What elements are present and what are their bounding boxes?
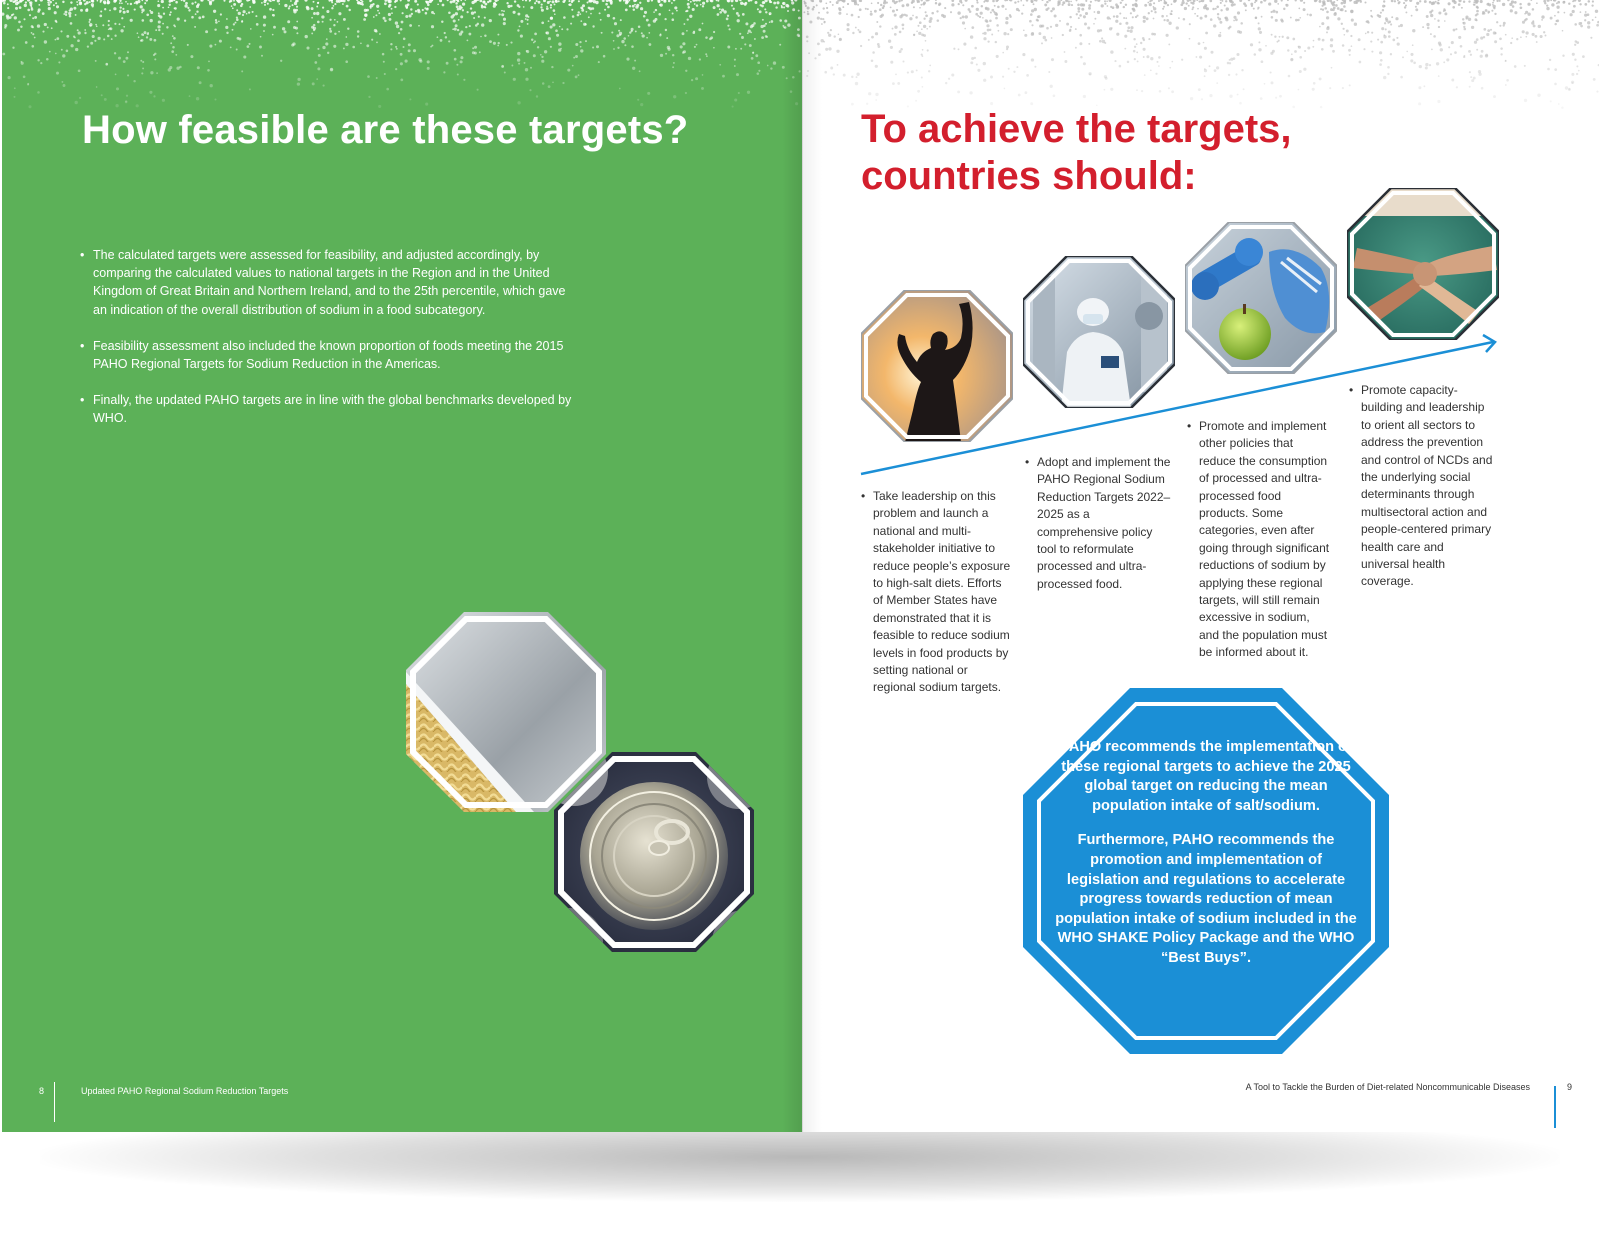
left-page	[2, 0, 802, 1132]
callout-paragraph-2: Furthermore, PAHO recommends the promotion and implementation of legislation and regulations to accelerate progress towards reduction of mean population intake of sodium included in the WHO SHAKE Policy Package and the WHO “Best Buys”.	[1055, 832, 1357, 966]
right-footer-title: A Tool to Tackle the Burden of Diet-related Noncommunicable Diseases	[1245, 1082, 1530, 1092]
canned-food-photo	[554, 752, 754, 952]
bullet-item: • The calculated targets were assessed for feasibility, and adjusted accordingly, by comparing the calculated values to national targets in the Region and in the United Kingdom of Great Britain and Northern Ireland, and to the 25th percentile, which gave an indication of the overall distribution of sodium in a food subcategory.	[80, 246, 580, 319]
team-hands-photo	[1347, 188, 1499, 340]
callout-text	[1055, 738, 1357, 984]
right-page	[802, 0, 1599, 1132]
left-folio-rule	[54, 1082, 55, 1122]
title-line-2: countries should:	[861, 154, 1197, 198]
step-text: • Take leadership on this problem and launch a national and multi-stakeholder initiative to reduce people’s exposure to high-salt diets. Efforts of Member States have demonstrated that it is feasible to reduce sodium levels in food products by setting national or regional sodium targets.	[861, 488, 1011, 697]
step-4	[1349, 382, 1495, 591]
step-text: • Promote and implement other policies that reduce the consumption of processed and ultra-processed food products. Some categories, even after going through significant reductions of sodium by applying these regional targets, will still remain excessive in sodium, and the population must be informed about it.	[1187, 418, 1333, 662]
feasibility-bullets	[80, 246, 580, 446]
title-line-1: To achieve the targets,	[861, 107, 1292, 151]
dumbbell-apple-photo	[1185, 222, 1337, 374]
leadership-silhouette-photo	[861, 290, 1013, 442]
left-page-number: 8	[39, 1086, 45, 1096]
bullet-item: • Finally, the updated PAHO targets are in line with the global benchmarks developed by WHO.	[80, 391, 580, 427]
lab-worker-photo	[1023, 256, 1175, 408]
right-page-number: 9	[1567, 1082, 1573, 1092]
step-3	[1187, 418, 1333, 662]
left-page-title: How feasible are these targets?	[82, 108, 689, 152]
step-2	[1025, 454, 1171, 593]
left-footer-title: Updated PAHO Regional Sodium Reduction Targets	[81, 1086, 289, 1096]
dot-pattern-left	[2, 0, 802, 120]
callout-paragraph-1: PAHO recommends the implementation of these regional targets to achieve the 2025 global target on reducing the mean population intake of salt/sodium.	[1060, 739, 1352, 814]
right-folio-rule	[1554, 1086, 1556, 1128]
step-text: • Adopt and implement the PAHO Regional Sodium Reduction Targets 2022–2025 as a comprehensive policy tool to reformulate processed and ultra-processed food.	[1025, 454, 1171, 593]
step-1	[861, 488, 1011, 697]
brochure-spread	[2, 0, 1598, 1132]
step-text: • Promote capacity-building and leadership to orient all sectors to address the prevention and control of NCDs and the underlying social determinants through multisectoral action and people-centered primary health care and universal health coverage.	[1349, 382, 1495, 591]
bullet-item: • Feasibility assessment also included the known proportion of foods meeting the 2015 PAHO Regional Targets for Sodium Reduction in the Americas.	[80, 337, 580, 373]
